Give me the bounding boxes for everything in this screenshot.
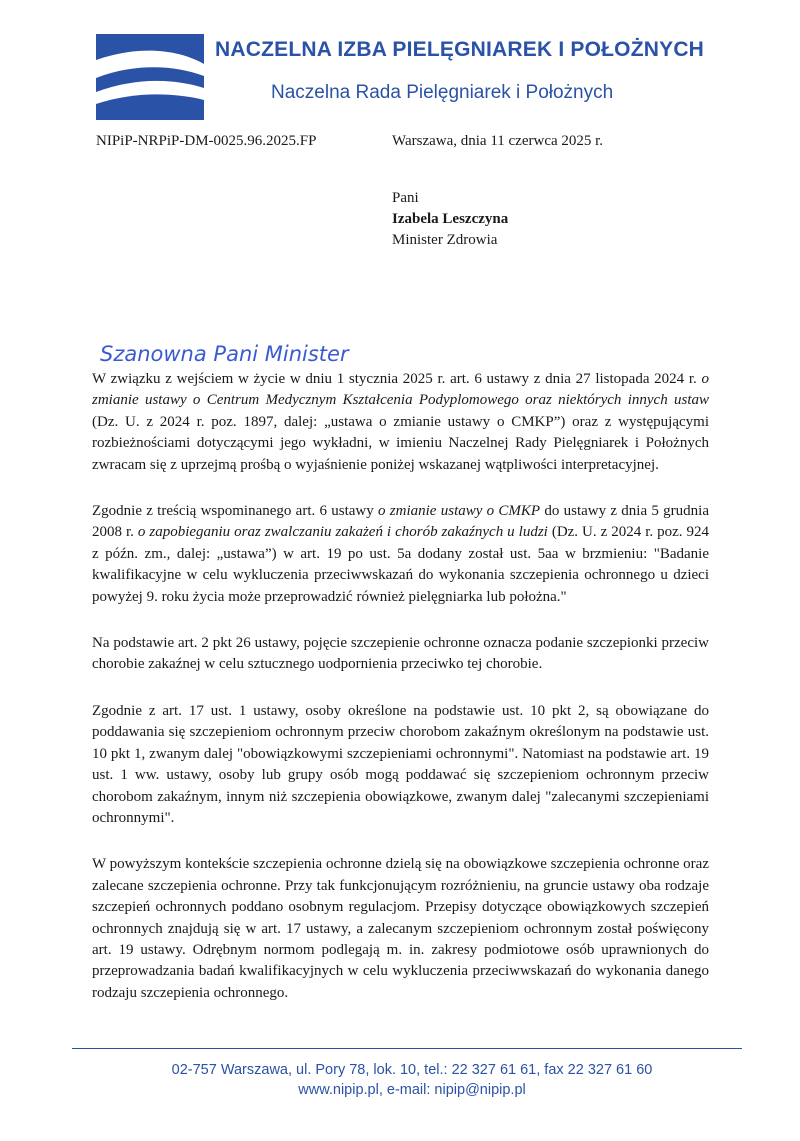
- place-and-date: Warszawa, dnia 11 czerwca 2025 r.: [392, 133, 604, 149]
- recipient-block: [392, 188, 508, 251]
- recipient-title: Pani: [392, 190, 419, 206]
- paragraph-1: W związku z wejściem w życie w dniu 1 stycznia 2025 r. art. 6 ustawy z dnia 27 listopada 2024 r. o zmianie ustawy o Centrum Medycznym Kształcenia Podyplomowego oraz niektórych innych ustaw (Dz. U. z 2024 r. poz. 1897, dalej: „ustawa o zmianie ustawy o CMKP”) oraz z występującymi rozbieżnościami dotyczącymi jego wykładni, w imieniu Naczelnej Rady Pielęgniarek i Położnych zwracam się z uprzejmą prośbą o wyjaśnienie poniżej wskazanej wątpliwości interpretacyjnej.: [92, 371, 709, 473]
- paragraph-2: Zgodnie z treścią wspominanego art. 6 ustawy o zmianie ustawy o CMKP do ustawy z dnia 5 grudnia 2008 r. o zapobieganiu oraz zwalczaniu zakażeń i chorób zakaźnych u ludzi (Dz. U. z 2024 r. poz. 924 z późn. zm., dalej: „ustawa”) w art. 19 po ust. 5a dodany został ust. 5aa w brzmieniu: "Badanie kwalifikacyjne w celu wykluczenia przeciwwskazań do wykonania szczepienia ochronnego u dzieci powyżej 9. roku życia może przeprowadzić również pielęgniarka lub położna.": [92, 503, 709, 605]
- council-name: Naczelna Rada Pielęgniarek i Położnych: [271, 82, 614, 103]
- organization-name: NACZELNA IZBA PIELĘGNIAREK I POŁOŻNYCH: [215, 38, 705, 61]
- footer-address: 02-757 Warszawa, ul. Pory 78, lok. 10, tel.: 22 327 61 61, fax 22 327 61 60: [171, 1062, 653, 1078]
- recipient-position: Minister Zdrowia: [392, 232, 498, 248]
- reference-number: NIPiP-NRPiP-DM-0025.96.2025.FP: [96, 133, 317, 149]
- salutation-text: Szanowna Pani Minister: [100, 342, 349, 366]
- recipient-name: Izabela Leszczyna: [392, 211, 509, 227]
- nipip-wave-logo-icon: [96, 34, 204, 120]
- handwritten-salutation: [98, 334, 418, 374]
- footer-divider: [72, 1048, 742, 1049]
- paragraph-3: Na podstawie art. 2 pkt 26 ustawy, pojęcie szczepienie ochronne oznacza podanie szczepionki przeciw chorobie zakaźnej w celu sztucznego uodpornienia przeciwko tej chorobie.: [92, 635, 709, 673]
- paragraph-5: W powyższym kontekście szczepienia ochronne dzielą się na obowiązkowe szczepienia ochronne oraz zalecane szczepienia ochronne. Przy tak funkcjonującym rozróżnieniu, na gruncie ustawy oba rodzaje szczepień ochronnych poddano osobnym regulacjom. Przepisy dotyczące obowiązkowych szczepień ochronnych znajdują się w art. 17 ustawy, a zalecanym szczepieniom ochronnym został poświęcony art. 19 ustawy. Odrębnym normom podlegają m. in. zakresy podmiotowe osób uprawnionych do przeprowadzania badań kwalifikacyjnych w celu wykluczenia przeciwwskazań do wykonania danego rodzaju szczepienia ochronnego.: [92, 856, 709, 1001]
- letter-body: [92, 369, 709, 1029]
- paragraph-4: Zgodnie z art. 17 ust. 1 ustawy, osoby określone na podstawie ust. 10 pkt 2, są obowiązane do poddawania się szczepieniom ochronnym przeciw chorobom zakaźnym określonym na podstawie ust. 10 pkt 1, zwanym dalej "obowiązkowymi szczepieniami ochronnymi". Natomiast na podstawie art. 19 ust. 1 ww. ustawy, osoby lub grupy osób mogą poddawać się szczepieniom ochronnym przeciw chorobom zakaźnym, innym niż szczepienia obowiązkowe, zwanym dalej "zalecanymi szczepieniami ochronnymi".: [92, 702, 709, 826]
- footer-web-email: www.nipip.pl, e-mail: nipip@nipip.pl: [298, 1082, 526, 1098]
